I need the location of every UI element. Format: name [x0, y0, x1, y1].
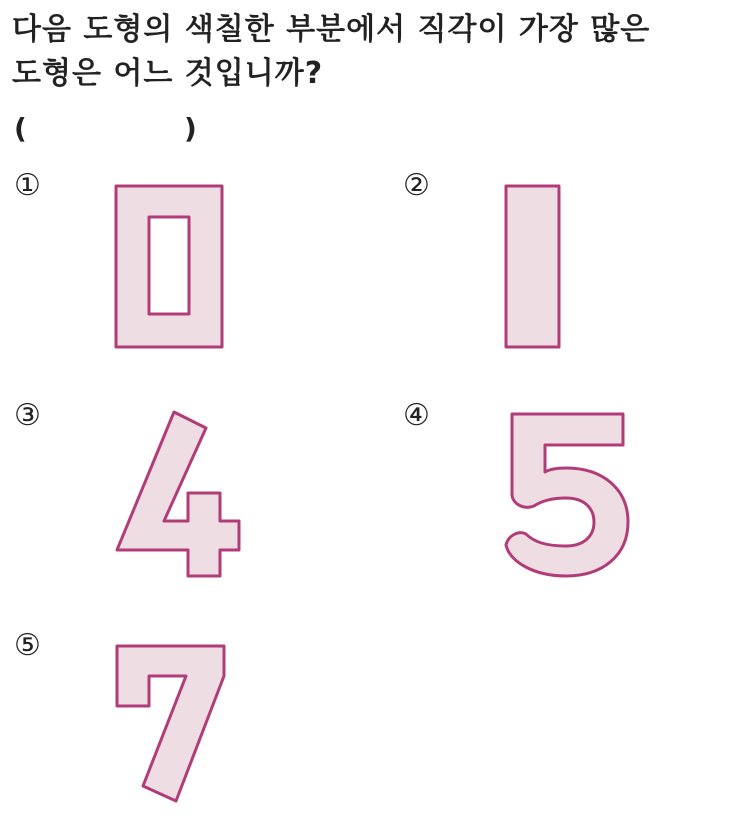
answer-open-paren: ( [14, 112, 27, 145]
option-2-figure-digit-1 [490, 170, 580, 360]
option-5-figure-digit-7 [100, 630, 250, 820]
answer-close-paren: ) [184, 112, 197, 145]
option-3-figure-digit-4 [100, 400, 260, 590]
question-line-2: 도형은 어느 것입니까? [12, 56, 324, 91]
option-4-marker: ④ [403, 398, 430, 433]
option-4-figure-digit-5 [490, 400, 650, 590]
answer-blank[interactable] [12, 112, 212, 152]
option-1-marker: ① [14, 168, 41, 203]
question-line-1: 다음 도형의 색칠한 부분에서 직각이 가장 많은 [12, 12, 651, 47]
option-3-marker: ③ [14, 398, 41, 433]
option-5-marker: ⑤ [14, 628, 41, 663]
option-2-marker: ② [403, 168, 430, 203]
question-text [12, 8, 724, 96]
option-1-figure-digit-0 [100, 170, 240, 360]
